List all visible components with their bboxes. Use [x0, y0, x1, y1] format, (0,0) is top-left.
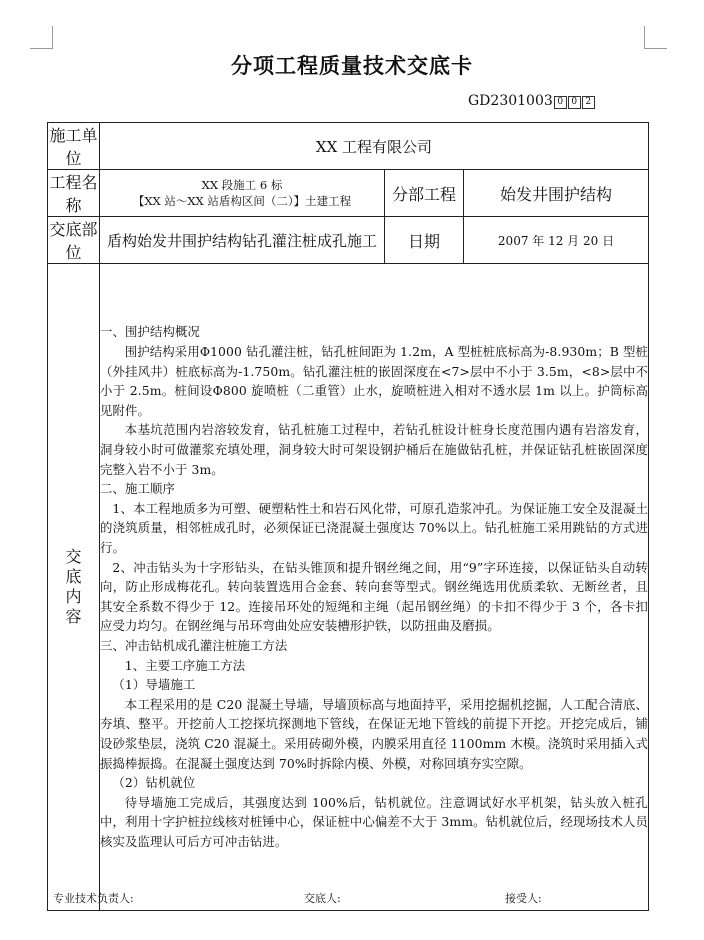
- content-paragraph: 三、冲击钻机成孔灌注桩施工方法: [100, 637, 288, 653]
- row-project-name: [48, 170, 649, 217]
- crop-mark-top-left: [30, 26, 53, 49]
- project-name-value: [100, 170, 385, 217]
- content-paragraph: 待导墙施工完成后，其强度达到 100%后，钻机就位。注意调试好水平机架，钻头放入桩孔中，利用十字护桩拉线核对桩锤中心，保证桩中心偏差不大于 3mm。钻机就位后，经现场技术人员核实及监理认可后方可冲击钻进。: [100, 794, 648, 849]
- disclosure-part-label: 交底部位: [48, 217, 100, 264]
- content-paragraph: 一、围护结构概况: [100, 324, 200, 340]
- document-number-box: 0: [568, 96, 581, 109]
- project-name-line2: 【XX 站～XX 站盾构区间（二）】土建工程: [132, 194, 352, 208]
- content-paragraph: （1）导墙施工: [112, 677, 196, 693]
- content-paragraph: 1、本工程地质多为可塑、硬塑粘性土和岩石风化带，可原孔造浆冲孔。为保证施工安全及混凝土的浇筑质量，相邻桩成孔时，必须保证已浇混凝土强度达 70%以上。钻孔桩施工采用跳钻的方式进行。: [100, 500, 648, 556]
- tech-lead-signature-label: 专业技术负责人:: [53, 892, 134, 905]
- content-paragraph: 本工程采用的是 C20 混凝土导墙，导墙顶标高与地面持平，采用挖掘机挖掘，人工配合清底、夯填、整平。开挖前人工挖探坑探测地下管线，在保证无地下管线的前提下开挖。开挖完成后，铺设砂浆垫层，浇筑 C20 混凝土。采用砖砌外模，内膜采用直径 1100mm 木模。浇筑时采用插入式振捣棒振捣。在混凝土强度达到 70%时拆除内模、外模，对称回填夯实空隙。: [100, 696, 648, 771]
- content-label-char: 内: [65, 587, 82, 606]
- content-paragraph: （2）钻机就位: [112, 775, 196, 791]
- date-value: 2007 年 12 月 20 日: [464, 217, 649, 264]
- content-label-char: 交: [65, 547, 82, 566]
- date-label: 日期: [385, 217, 464, 264]
- project-name-line1: XX 段施工 6 标: [201, 178, 283, 192]
- content-paragraph: 二、施工顺序: [100, 481, 175, 497]
- row-construction-unit: [48, 123, 649, 170]
- discloser-signature-label: 交底人:: [304, 892, 341, 905]
- disclosure-content: [100, 264, 649, 911]
- row-disclosure-part: [48, 217, 649, 264]
- construction-unit-label: 施工单位: [48, 123, 100, 170]
- content-paragraph: 2、冲击钻头为十字形钻头，在钻头锥顶和提升钢丝绳之间，用“9”字环连接，以保证钻头自动转向，防止形成梅花孔。转向装置选用合金套、转向套等型式。钢丝绳选用优质柔软、无断丝者，且其安全系数不得少于 12。连接吊环处的短绳和主绳（起吊钢丝绳）的卡扣不得少于 3 个，各卡扣应受力均匀。在钢丝绳与吊环弯曲处应安装槽形护铁，以防扭曲及磨损。: [100, 559, 648, 634]
- construction-unit-value: XX 工程有限公司: [100, 123, 649, 170]
- row-content: [48, 264, 649, 911]
- document-number-text: GD2301003: [468, 93, 553, 109]
- disclosure-table: [47, 122, 649, 911]
- document-title: 分项工程质量技术交底卡: [231, 53, 473, 78]
- content-paragraph: 围护结构采用Φ1000 钻孔灌注桩，钻孔桩间距为 1.2m，A 型桩桩底标高为-8.930m；B 型桩（外挂风井）桩底标高为-1.750m。钻孔灌注桩的嵌固深度在<7>层中不小于 3.5m，<8>层中不小于 2.5m。桩间设Φ800 旋喷桩（二重管）止水，旋喷桩进入相对不透水层 1m 以上。护筒标高见附件。: [100, 344, 648, 418]
- disclosure-content-label: [48, 264, 100, 911]
- sub-project-value: 始发井围护结构: [464, 170, 649, 217]
- sub-project-label: 分部工程: [385, 170, 464, 217]
- project-name-label: 工程名称: [48, 170, 100, 217]
- content-paragraph: 本基坑范围内岩溶较发育，钻孔桩施工过程中，若钻孔桩设计桩身长度范围内遇有岩溶发育，洞身较小时可做灌浆充填处理，洞身较大时可架设钢护桶后在施做钻孔桩，并保证钻孔桩嵌固深度完整入岩不小于 3m。: [100, 422, 648, 477]
- content-label-char: 容: [65, 607, 82, 626]
- document-number-box: 2: [582, 96, 595, 109]
- content-paragraph: 1、主要工序施工方法: [124, 657, 246, 673]
- crop-mark-top-right: [644, 26, 667, 49]
- content-label-char: 底: [65, 567, 82, 586]
- receiver-signature-label: 接受人:: [505, 892, 542, 905]
- document-number-box: 0: [554, 96, 567, 109]
- document-number: [468, 93, 595, 109]
- disclosure-part-value: 盾构始发井围护结构钻孔灌注桩成孔施工: [100, 217, 385, 264]
